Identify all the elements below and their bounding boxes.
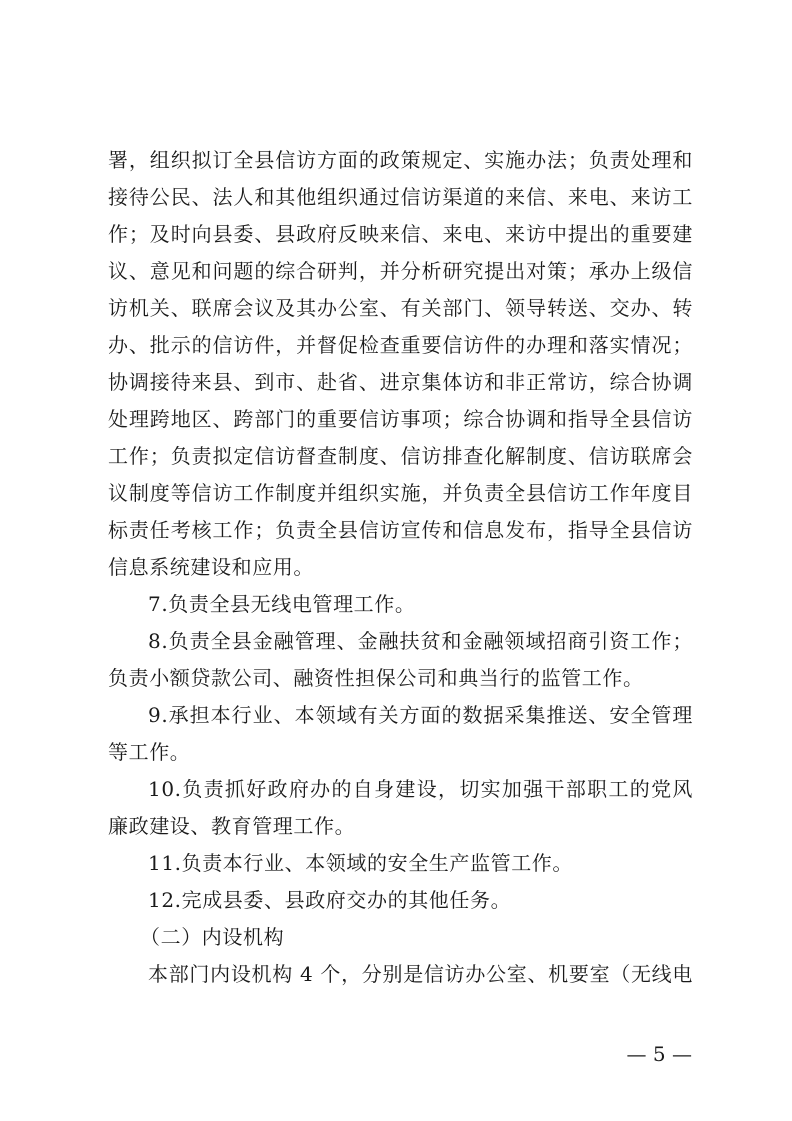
body-text-line: 访机关、联席会议及其办公室、有关部门、领导转送、交办、转 bbox=[108, 296, 693, 320]
list-item-8: 8.负责全县金融管理、金融扶贫和金融领域招商引资工作； bbox=[148, 629, 693, 653]
body-text-line: 议制度等信访工作制度并组织实施，并负责全县信访工作年度目 bbox=[108, 481, 693, 505]
list-item-7: 7.负责全县无线电管理工作。 bbox=[148, 592, 416, 616]
list-item-10-continued: 廉政建设、教育管理工作。 bbox=[108, 814, 356, 838]
body-text-line: 署，组织拟订全县信访方面的政策规定、实施办法；负责处理和 bbox=[108, 148, 693, 172]
body-text-line: 议、意见和问题的综合研判，并分析研究提出对策；承办上级信 bbox=[108, 259, 693, 283]
list-item-12: 12.完成县委、县政府交办的其他任务。 bbox=[148, 888, 512, 912]
body-text-line: 工作；负责拟定信访督查制度、信访排查化解制度、信访联席会 bbox=[108, 444, 693, 468]
body-text-line: 信息系统建设和应用。 bbox=[108, 555, 314, 579]
list-item-9: 9.承担本行业、本领域有关方面的数据采集推送、安全管理 bbox=[148, 703, 693, 727]
body-text-line: 办、批示的信访件，并督促检查重要信访件的办理和落实情况； bbox=[108, 333, 693, 357]
list-item-10: 10.负责抓好政府办的自身建设，切实加强干部职工的党风 bbox=[148, 777, 693, 801]
page-number: — 5 — bbox=[626, 1042, 692, 1066]
body-text-line: 协调接待来县、到市、赴省、进京集体访和非正常访，综合协调 bbox=[108, 370, 693, 394]
body-text-line: 作；及时向县委、县政府反映来信、来电、来访中提出的重要建 bbox=[108, 222, 693, 246]
body-text-line: 处理跨地区、跨部门的重要信访事项；综合协调和指导全县信访 bbox=[108, 407, 693, 431]
body-text-line: 本部门内设机构 4 个，分别是信访办公室、机要室（无线电 bbox=[148, 962, 693, 986]
body-text-line: 标责任考核工作；负责全县信访宣传和信息发布，指导全县信访 bbox=[108, 518, 693, 542]
list-item-9-continued: 等工作。 bbox=[108, 740, 191, 764]
section-heading: （二）内设机构 bbox=[140, 925, 285, 949]
body-text-line: 接待公民、法人和其他组织通过信访渠道的来信、来电、来访工 bbox=[108, 185, 693, 209]
list-item-11: 11.负责本行业、本领域的安全生产监管工作。 bbox=[148, 851, 574, 875]
list-item-8-continued: 负责小额贷款公司、融资性担保公司和典当行的监管工作。 bbox=[108, 666, 644, 690]
